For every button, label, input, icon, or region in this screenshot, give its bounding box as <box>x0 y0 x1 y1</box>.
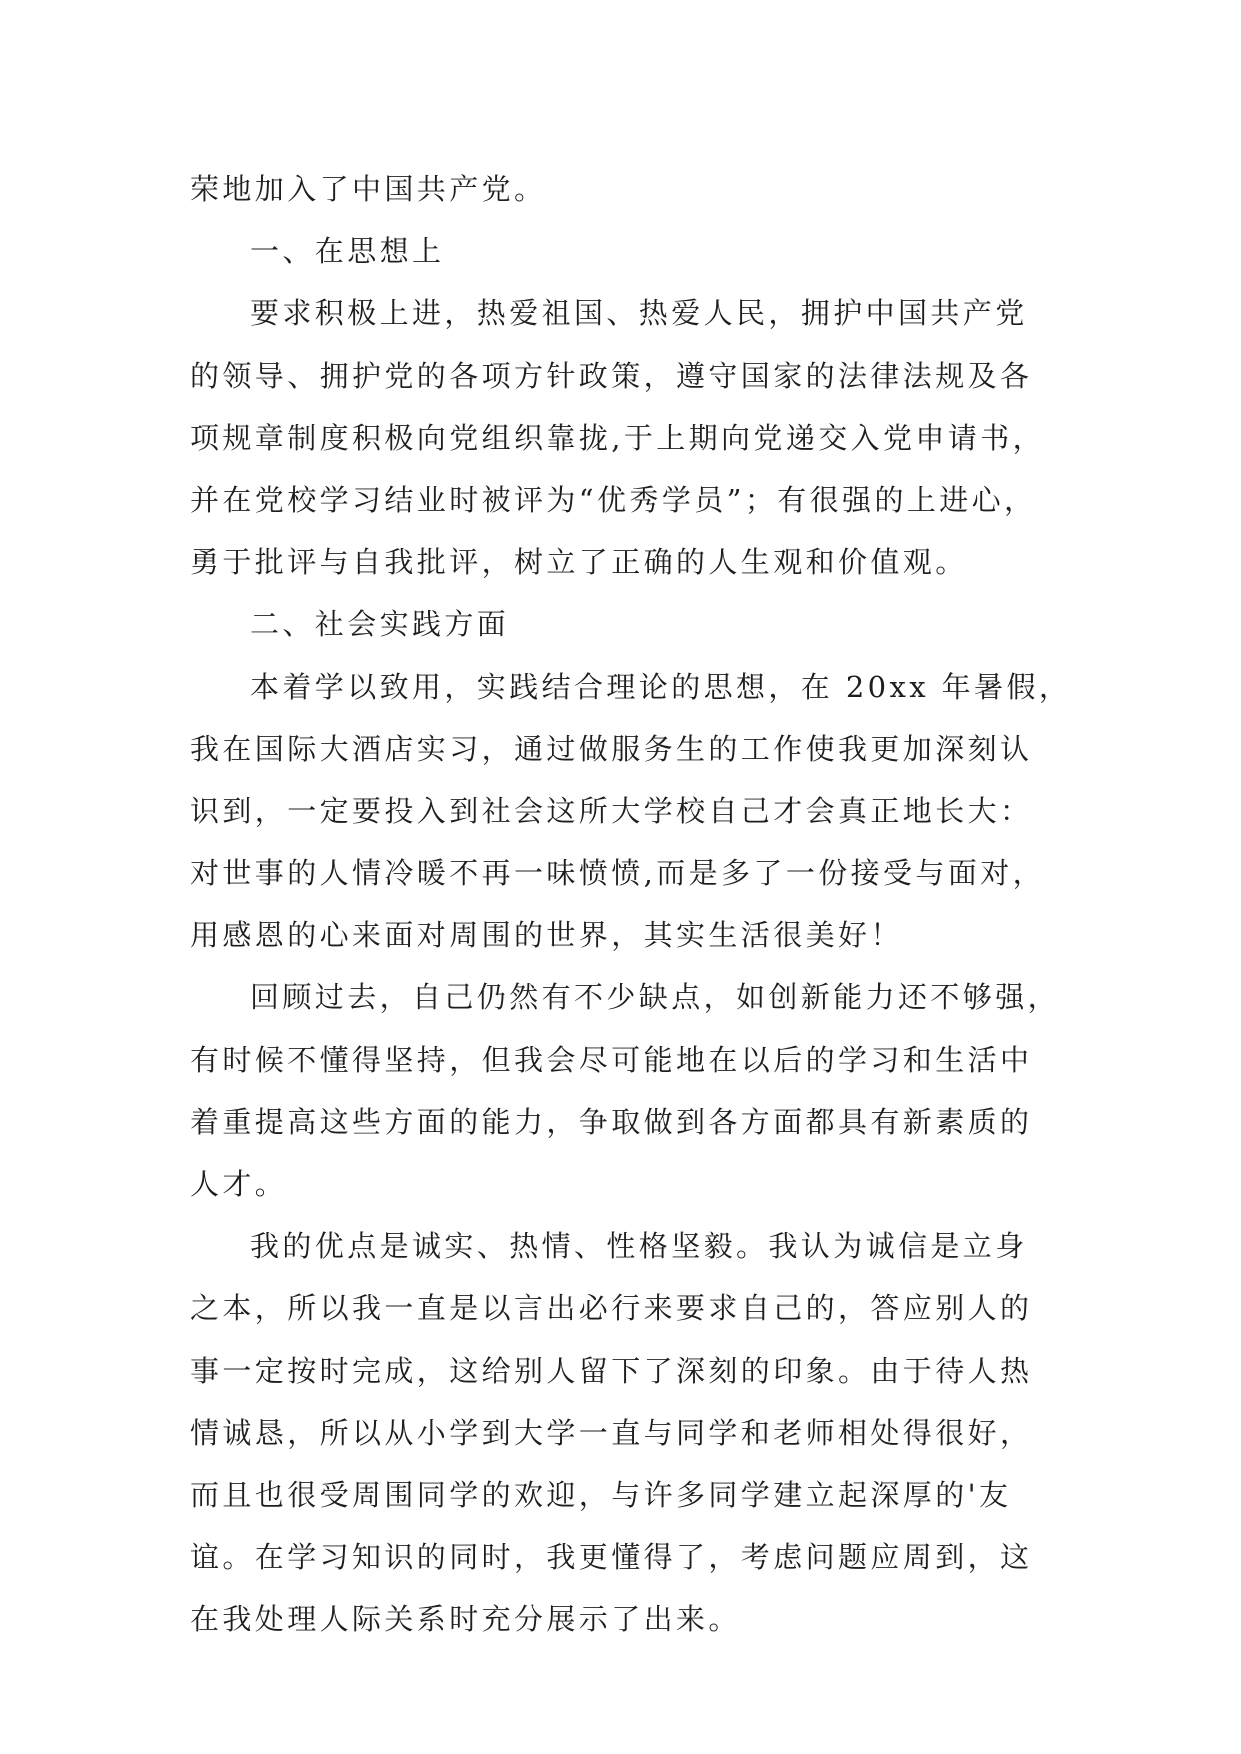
text-line: 有时候不懂得坚持，但我会尽可能地在以后的学习和生活中 <box>190 1042 1033 1077</box>
text-line: 回顾过去，自己仍然有不少缺点，如创新能力还不够强， <box>250 980 1061 1015</box>
text-line: 本着学以致用，实践结合理论的思想，在 20xx 年暑假， <box>250 669 1072 704</box>
text-line: 荣地加入了中国共产党。 <box>190 172 547 206</box>
text-line: 的领导、拥护党的各项方针政策，遵守国家的法律法规及各 <box>190 358 1033 393</box>
text-line: 识到，一定要投入到社会这所大学校自己才会真正地长大： <box>190 793 1033 828</box>
text-line: 对世事的人情冷暖不再一味愤愤,而是多了一份接受与面对， <box>190 856 1046 891</box>
text-line: 人才。 <box>190 1167 288 1201</box>
text-line: 在我处理人际关系时充分展示了出来。 <box>190 1602 741 1637</box>
text-line: 着重提高这些方面的能力，争取做到各方面都具有新素质的 <box>190 1104 1033 1139</box>
text-line: 而且也很受周围同学的欢迎，与许多同学建立起深厚的'友 <box>190 1477 1012 1512</box>
text-line: 项规章制度积极向党组织靠拢,于上期向党递交入党申请书， <box>190 420 1046 455</box>
text-line: 之本，所以我一直是以言出必行来要求自己的，答应别人的 <box>190 1291 1033 1326</box>
section-heading: 一、在思想上 <box>250 234 445 269</box>
text-line: 我的优点是诚实、热情、性格坚毅。我认为诚信是立身 <box>250 1229 1028 1264</box>
text-line: 用感恩的心来面对周围的世界，其实生活很美好！ <box>190 918 903 953</box>
text-line: 事一定按时完成，这给别人留下了深刻的印象。由于待人热 <box>190 1353 1033 1388</box>
text-line: 并在党校学习结业时被评为“优秀学员”；有很强的上进心， <box>190 482 1037 517</box>
document-body <box>190 158 1072 1651</box>
text-line: 谊。在学习知识的同时，我更懂得了，考虑问题应周到，这 <box>190 1540 1033 1575</box>
section-heading: 二、社会实践方面 <box>250 607 510 642</box>
text-line: 情诚恳，所以从小学到大学一直与同学和老师相处得很好， <box>190 1415 1033 1450</box>
text-line: 勇于批评与自我批评，树立了正确的人生观和价值观。 <box>190 545 968 580</box>
text-line: 要求积极上进，热爱祖国、热爱人民，拥护中国共产党 <box>250 296 1028 331</box>
text-line: 我在国际大酒店实习，通过做服务生的工作使我更加深刻认 <box>190 731 1033 766</box>
